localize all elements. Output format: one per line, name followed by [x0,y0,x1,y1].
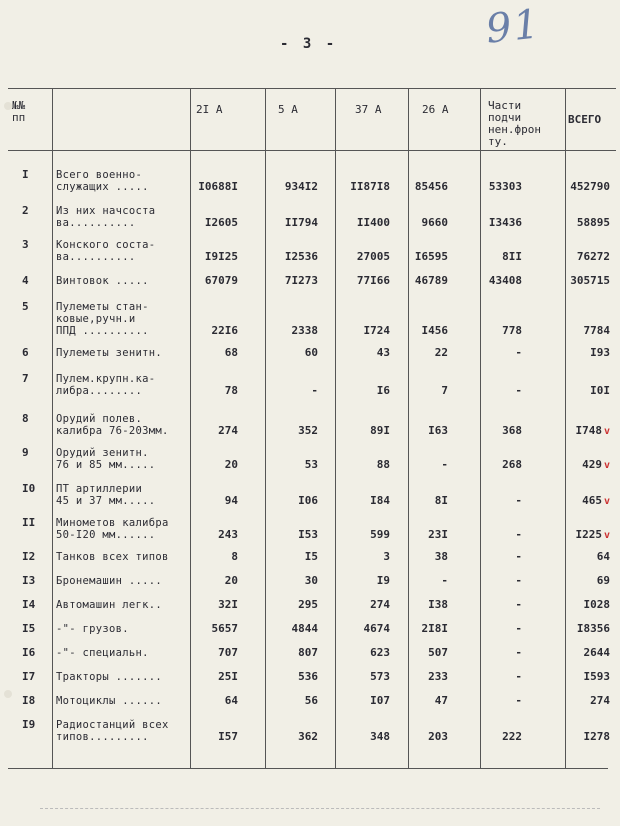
cell-a26: I63 [428,424,448,437]
cell-a21: I57 [218,730,238,743]
cell-a37: 88 [376,458,390,471]
cell-a37: II87I8 [350,180,390,193]
col-divider [408,88,409,768]
row-number: I0 [22,482,36,495]
row-label: Орудий зенитн. [56,447,149,459]
cell-parts: - [515,670,522,683]
cell-total: I0I [590,384,610,397]
cell-a5: 934I2 [284,180,318,193]
cell-total: 64 [596,550,610,563]
cell-a26: 85456 [414,180,448,193]
row-label: -"- грузов. [56,623,129,635]
row-number: I3 [22,574,36,587]
table-header-border [8,150,616,151]
cell-total: I593 [583,670,610,683]
row-label: 50-I20 мм...... [56,529,156,541]
cell-total: 58895 [576,216,610,229]
cell-parts: 43408 [488,274,522,287]
cell-a21: 68 [224,346,238,359]
row-number: I2 [22,550,36,563]
row-label: либра........ [56,385,143,397]
cell-a26: 507 [428,646,448,659]
cell-total: 452790 [570,180,610,193]
cell-a5: 807 [298,646,318,659]
cell-a21: 707 [218,646,238,659]
row-number: I6 [22,646,36,659]
row-label: Радиостанций всех [56,719,169,731]
cell-a37: 623 [370,646,390,659]
cell-a26: I456 [421,324,448,337]
row-label: 76 и 85 мм..... [56,459,156,471]
cell-total: I278 [583,730,610,743]
cell-parts: 368 [502,424,522,437]
cell-total: 69 [596,574,610,587]
bottom-dashed-line [40,808,600,809]
row-label: -"- специальн. [56,647,149,659]
cell-a5: I2536 [284,250,318,263]
cell-a26: 38 [434,550,448,563]
cell-total: 76272 [576,250,610,263]
cell-a26: - [441,574,448,587]
cell-a26: 23I [428,528,448,541]
cell-a21: I2605 [204,216,238,229]
punch-hole [4,690,12,698]
cell-a5: 30 [304,574,318,587]
cell-a5: II794 [284,216,318,229]
cell-a26: 2I8I [421,622,448,635]
cell-parts: - [515,598,522,611]
cell-parts: - [515,646,522,659]
cell-a26: I6595 [414,250,448,263]
row-number: I5 [22,622,36,635]
cell-a37: 77I66 [356,274,390,287]
header-front-units: Части подчи нен.фрон ту. [488,99,541,148]
cell-a37: 89I [370,424,390,437]
page-number: - 3 - [280,36,338,52]
cell-total: 7784 [583,324,610,337]
col-divider [335,88,336,768]
row-number: I4 [22,598,36,611]
cell-total: I028 [583,598,610,611]
row-number: 5 [22,300,29,313]
row-number: 2 [22,204,29,217]
cell-a37: 599 [370,528,390,541]
cell-a21: 25I [218,670,238,683]
col-divider [480,88,481,768]
row-label: Пулеметы зенитн. [56,347,162,359]
row-label: Всего военно- [56,169,143,181]
cell-a21: 32I [218,598,238,611]
row-number: 6 [22,346,29,359]
row-label: Орудий полев. [56,413,143,425]
row-label: ППД .......... [56,325,149,337]
cell-total: I8356 [576,622,610,635]
row-number: 7 [22,372,29,385]
cell-parts: 53303 [488,180,522,193]
row-label: Автомашин легк.. [56,599,162,611]
cell-parts: - [515,528,522,541]
cell-a26: 46789 [414,274,448,287]
cell-a37: 3 [383,550,390,563]
cell-total: I748 v [575,424,610,437]
cell-a21: 20 [224,574,238,587]
row-label: Винтовок ..... [56,275,149,287]
row-label: Мотоциклы ...... [56,695,162,707]
cell-a37: 27005 [356,250,390,263]
cell-a26: 8I [434,494,448,507]
header-total: ВСЕГО [568,113,602,126]
cell-parts: - [515,574,522,587]
header-21a: 2I А [196,103,223,116]
cell-a21: I9I25 [204,250,238,263]
cell-a5: I06 [298,494,318,507]
cell-a21: 274 [218,424,238,437]
col-divider [190,88,191,768]
cell-a21: 22I6 [211,324,238,337]
table-top-border [8,88,616,89]
handwritten-archive-number: 91 [483,1,544,53]
cell-a5: 56 [304,694,318,707]
cell-total: I93 [590,346,610,359]
cell-a37: I724 [363,324,390,337]
cell-a5: 60 [304,346,318,359]
row-label: Пулеметы стан- [56,301,149,313]
cell-a5: 4844 [291,622,318,635]
row-number: I8 [22,694,36,707]
row-label: ПТ артиллерии [56,483,143,495]
cell-a5: - [311,384,318,397]
check-mark: v [603,530,610,541]
row-label: Тракторы ....... [56,671,162,683]
row-number: II [22,516,36,529]
row-label: Бронемашин ..... [56,575,162,587]
row-label: служащих ..... [56,181,149,193]
row-label: 45 и 37 мм..... [56,495,156,507]
cell-parts: 268 [502,458,522,471]
cell-a37: 274 [370,598,390,611]
cell-a21: I0688I [198,180,238,193]
col-divider [52,88,53,768]
cell-a37: 4674 [363,622,390,635]
cell-a26: 233 [428,670,448,683]
header-5a: 5 А [278,103,298,116]
cell-a37: II400 [356,216,390,229]
row-number: 9 [22,446,29,459]
cell-a37: I9 [376,574,390,587]
cell-a5: I53 [298,528,318,541]
cell-total: 274 [590,694,610,707]
cell-a5: 295 [298,598,318,611]
row-number: I [22,168,29,181]
cell-a26: 203 [428,730,448,743]
cell-a21: 8 [231,550,238,563]
cell-parts: - [515,494,522,507]
row-number: I9 [22,718,36,731]
cell-parts: 222 [502,730,522,743]
cell-a21: 94 [224,494,238,507]
row-number: 4 [22,274,29,287]
header-26a: 26 А [422,103,449,116]
row-label: Минометов калибра [56,517,169,529]
cell-parts: 778 [502,324,522,337]
cell-total: 2644 [583,646,610,659]
cell-a26: 22 [434,346,448,359]
cell-parts: 8II [502,250,522,263]
cell-a26: 9660 [421,216,448,229]
row-number: 3 [22,238,29,251]
cell-parts: I3436 [488,216,522,229]
cell-a26: I38 [428,598,448,611]
cell-a5: 352 [298,424,318,437]
check-mark: v [603,496,610,507]
row-label: Из них начсоста [56,205,156,217]
cell-parts: - [515,346,522,359]
cell-a37: 43 [376,346,390,359]
cell-total: 465 v [582,494,610,507]
cell-a5: 536 [298,670,318,683]
cell-a37: I07 [370,694,390,707]
punch-hole [4,102,12,110]
row-label: ковые,ручн.и [56,313,136,325]
row-label: калибра 76-203мм. [56,425,169,437]
cell-a26: 7 [441,384,448,397]
cell-parts: - [515,694,522,707]
row-label: Пулем.крупн.ка- [56,373,156,385]
check-mark: v [603,426,610,437]
cell-a21: 243 [218,528,238,541]
col-divider [265,88,266,768]
row-label: типов......... [56,731,149,743]
cell-a21: 78 [224,384,238,397]
cell-parts: - [515,622,522,635]
cell-parts: - [515,384,522,397]
cell-parts: - [515,550,522,563]
cell-a21: 64 [224,694,238,707]
cell-a37: I84 [370,494,390,507]
cell-a37: 348 [370,730,390,743]
cell-a5: 53 [304,458,318,471]
row-label: ва.......... [56,251,136,263]
cell-a21: 5657 [211,622,238,635]
header-no: №№ пп [12,99,26,124]
cell-total: 429 v [582,458,610,471]
cell-a37: I6 [376,384,390,397]
cell-a26: 47 [434,694,448,707]
row-label: Конского соста- [56,239,156,251]
cell-a5: 2338 [291,324,318,337]
header-37a: 37 А [355,103,382,116]
cell-a21: 20 [224,458,238,471]
cell-a26: - [441,458,448,471]
table-bottom-border [8,768,608,769]
cell-total: 305715 [570,274,610,287]
row-label: Танков всех типов [56,551,169,563]
cell-a21: 67079 [204,274,238,287]
cell-a37: 573 [370,670,390,683]
check-mark: v [603,460,610,471]
row-number: 8 [22,412,29,425]
cell-a5: 362 [298,730,318,743]
cell-a5: 7I273 [284,274,318,287]
cell-total: I225 v [575,528,610,541]
row-label: ва.......... [56,217,136,229]
row-number: I7 [22,670,36,683]
col-divider [565,88,566,768]
cell-a5: I5 [304,550,318,563]
